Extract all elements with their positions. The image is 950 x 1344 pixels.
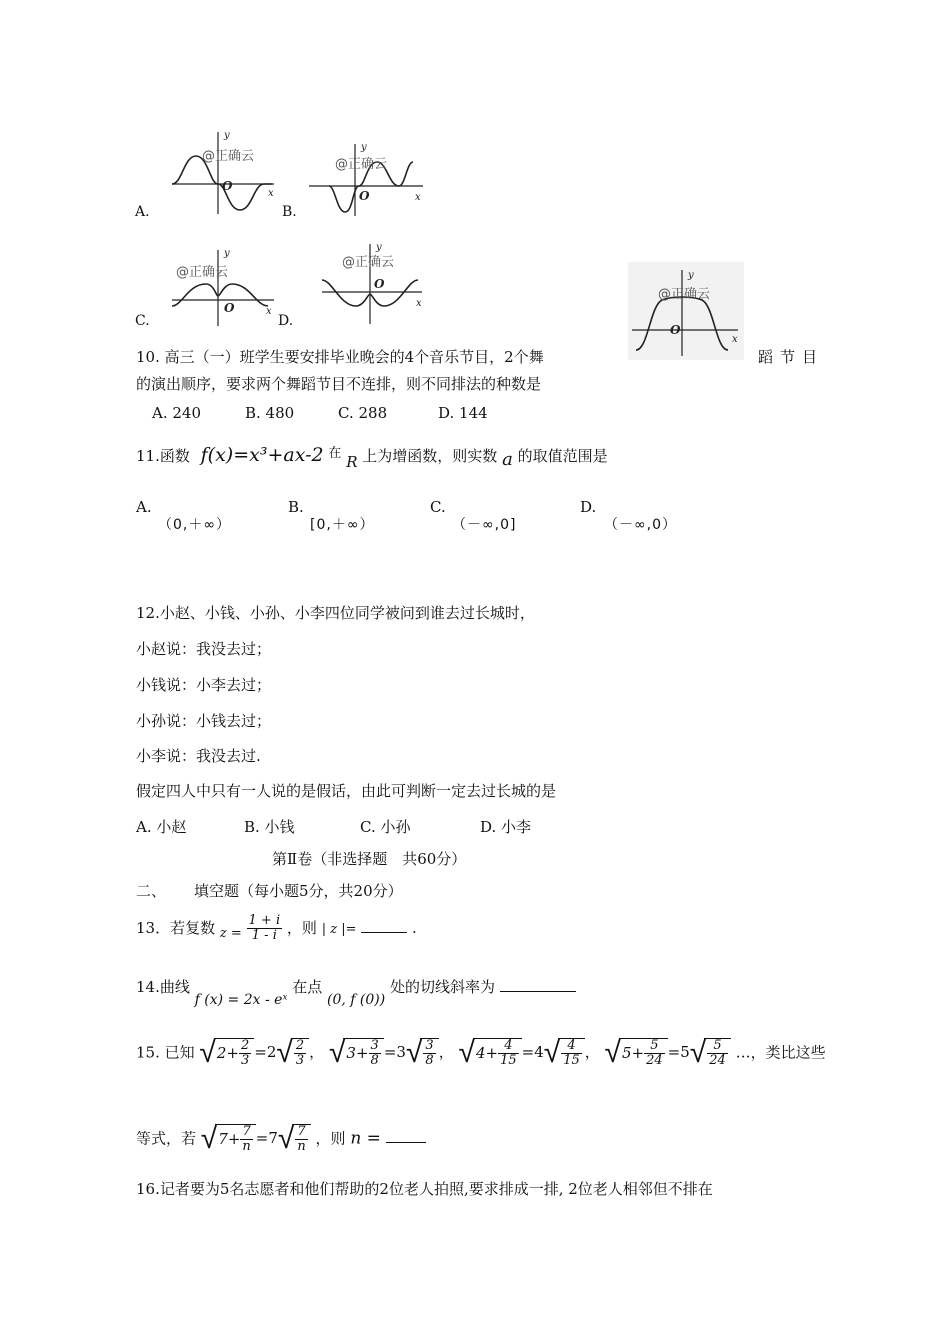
svg-text:y: y <box>224 130 230 141</box>
q12-ask: 假定四人中只有一人说的是假话，由此可判断一定去过长城的是 <box>136 782 557 800</box>
q11-prefix: 11.函数 <box>136 447 190 465</box>
q14-answer-blank[interactable] <box>500 991 576 992</box>
q12-stem: 12.小赵、小钱、小孙、小李四位同学被问到谁去过长城时， <box>136 604 535 622</box>
q11-option-b-label: B. <box>288 498 304 516</box>
graph-option-c <box>168 246 280 330</box>
q14-mid: 在点 <box>292 978 323 996</box>
q10-option-d: D. 144 <box>438 404 488 422</box>
svg-text:@正确云: @正确云 <box>342 255 395 270</box>
q13-numerator: 1 + i <box>248 913 281 928</box>
svg-text:@正确云: @正确云 <box>658 287 711 302</box>
graph-option-d <box>318 240 430 328</box>
q11-option-d-label: D. <box>580 498 597 516</box>
svg-text:@正确云: @正确云 <box>176 265 229 280</box>
option-c-label: C. <box>135 313 150 329</box>
section2-part-number: 二、 <box>136 882 167 900</box>
svg-text:@正确云: @正确云 <box>202 149 255 164</box>
option-b-label: B. <box>282 204 297 220</box>
q12-option-a: A. 小赵 <box>136 818 187 836</box>
q13-answer-blank[interactable] <box>361 932 407 933</box>
q11-mid2: 上为增函数，则实数 <box>362 447 498 465</box>
q13-end: . <box>412 918 417 937</box>
q12-option-b: B. 小钱 <box>244 818 295 836</box>
svg-text:y: y <box>376 242 382 253</box>
figure-inset <box>628 262 744 360</box>
q11-option-a-label: A. <box>136 498 152 516</box>
svg-text:y: y <box>688 270 694 281</box>
q11-option-b-value: [0,＋∞） <box>310 517 375 533</box>
q15-then: ，则 <box>315 1129 346 1148</box>
section2-title: 第Ⅱ卷（非选择题 共60分） <box>272 850 467 868</box>
q14-suffix: 处的切线斜率为 <box>389 978 495 996</box>
svg-text:y: y <box>361 142 367 153</box>
q11-option-c-value: （－∞,0] <box>452 517 517 533</box>
q15-ellipsis: …，类比这些 <box>735 1043 826 1062</box>
q13-abs: | z |= <box>321 921 357 937</box>
svg-text:O: O <box>224 301 235 315</box>
q13 <box>136 914 417 944</box>
q14-point: (0, f (0)) <box>327 992 386 1008</box>
q12-statement-1: 小赵说：我没去过； <box>136 640 272 658</box>
q15-eq2: √3+ $\frac{3}{8}$ =3√ $\frac{3}{8}$ ， <box>328 1035 459 1071</box>
q15-line2-prefix: 等式，若 <box>136 1129 197 1148</box>
option-a-label: A. <box>135 204 150 220</box>
q11-suffix: 的取值范围是 <box>517 447 608 465</box>
q16-text: 16.记者要为5名志愿者和他们帮助的2位老人拍照,要求排成一排, 2位老人相邻但不排在 <box>136 1180 713 1198</box>
graph-option-b <box>305 140 431 220</box>
svg-text:x: x <box>266 306 272 317</box>
q11-mid1: 在 <box>328 446 342 461</box>
svg-text:y: y <box>224 248 230 259</box>
q11-option-c-label: C. <box>430 498 446 516</box>
q13-fraction <box>247 914 283 944</box>
q14 <box>136 976 576 1008</box>
q10-option-c: C. 288 <box>338 404 388 422</box>
q12-statement-2: 小钱说：小李去过； <box>136 676 272 694</box>
q15-eq1: √2+ $\frac{2}{3}$ =2√ $\frac{2}{3}$ ， <box>199 1035 329 1071</box>
q15-eq5: √7+ $\frac{7}{n}$ =7√ $\frac{7}{n}$ <box>201 1129 316 1147</box>
svg-text:x: x <box>415 192 421 203</box>
q14-prefix: 14.曲线 <box>136 978 190 996</box>
q15-line1 <box>136 1035 826 1071</box>
q11-function: f(x)=x³+ax-2 <box>200 444 324 466</box>
q10-line1-tail: 蹈节目 <box>758 348 825 366</box>
q13-z: z = <box>219 925 242 941</box>
q13-denominator: 1 - i <box>251 928 277 944</box>
q11-option-d-value: （－∞,0） <box>604 517 678 533</box>
q11-option-a-value: （0,＋∞） <box>158 517 232 533</box>
q10-option-a: A. 240 <box>152 404 201 422</box>
graph-option-a <box>168 128 280 218</box>
q10-line2: 的演出顺序，要求两个舞蹈节目不连排，则不同排法的种数是 <box>136 375 542 393</box>
q15-n-eq: n = <box>350 1128 381 1149</box>
q12-statement-4: 小李说：我没去过. <box>136 747 261 765</box>
q11-stem <box>136 442 608 471</box>
q12-statement-3: 小孙说：小钱去过； <box>136 712 272 730</box>
section2-part-title: 填空题（每小题5分，共20分） <box>194 882 403 900</box>
q13-then: ，则 <box>286 918 317 937</box>
option-d-label: D. <box>278 313 294 329</box>
svg-text:x: x <box>268 188 274 199</box>
svg-text:O: O <box>670 323 681 337</box>
q12-option-c: C. 小孙 <box>360 818 411 836</box>
svg-text:O: O <box>222 179 233 193</box>
q15-answer-blank[interactable] <box>386 1142 426 1143</box>
q15-eq4: √5+ $\frac{5}{24}$ =5√ $\frac{5}{24}$ <box>605 1043 736 1061</box>
q10-option-b: B. 480 <box>245 404 295 422</box>
svg-text:x: x <box>416 298 422 309</box>
q15-prefix: 15. 已知 <box>136 1043 195 1062</box>
svg-text:O: O <box>359 189 370 203</box>
q14-function: f (x) = 2x - eˣ <box>194 992 288 1008</box>
q11-R: R <box>346 453 358 471</box>
svg-text:x: x <box>732 334 738 345</box>
q10-line1: 10. 高三（一）班学生要安排毕业晚会的4个音乐节目，2个舞 <box>136 348 544 366</box>
q15-line2 <box>136 1121 426 1157</box>
svg-text:O: O <box>374 277 385 291</box>
q13-prefix: 13．若复数 <box>136 918 216 937</box>
svg-text:@正确云: @正确云 <box>335 157 388 172</box>
q15-eq3: √4+ $\frac{4}{15}$ =4√ $\frac{4}{15}$ ， <box>458 1035 605 1071</box>
q11-a: a <box>502 449 513 470</box>
q12-option-d: D. 小李 <box>480 818 532 836</box>
